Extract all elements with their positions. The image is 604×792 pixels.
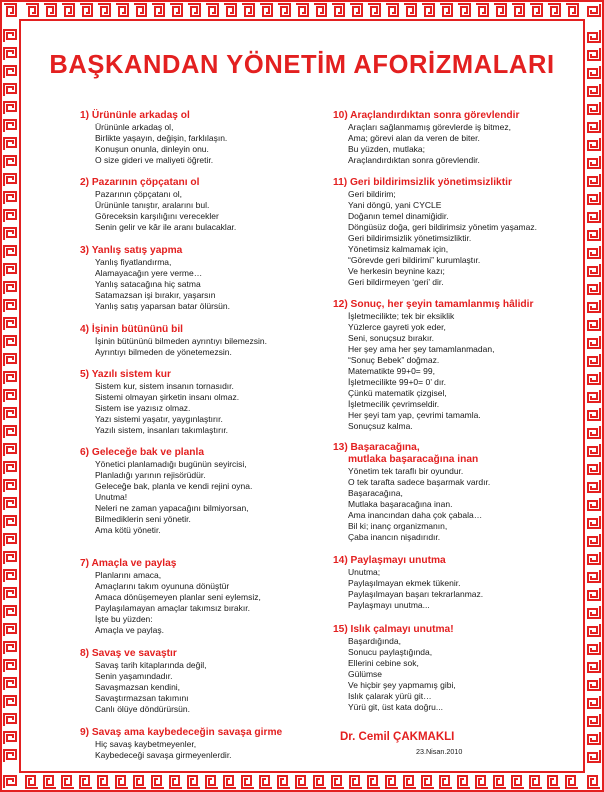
body-line: Savaşmazsan kendini, xyxy=(95,682,181,692)
section-title-line: 7) Amaçla ve paylaş xyxy=(80,558,177,569)
author-name: Dr. Cemil ÇAKMAKLI xyxy=(340,731,455,743)
body-line: Amaçla ve paylaş. xyxy=(95,625,164,635)
aphorism-section xyxy=(80,324,315,358)
body-line: Bil ki; inanç organizmanın, xyxy=(348,521,448,531)
aphorism-section xyxy=(80,558,315,636)
body-line: Birlikte yaşayın, değişin, farklılaşın. xyxy=(95,133,228,143)
body-line: “Sonuç Bebek” doğmaz. xyxy=(348,355,440,365)
date-text: 23.Nisan.2010 xyxy=(416,747,463,756)
body-line: Göreceksin karşılığını verecekler xyxy=(95,211,219,221)
section-title xyxy=(80,558,315,570)
body-line: Yönetimsiz kalmamak için, xyxy=(348,244,449,254)
body-line: Konuşun onunla, dinleyin onu. xyxy=(95,144,209,154)
body-line: Geleceğe bak, planla ve kendi rejini oyna. xyxy=(95,481,253,491)
body-line: Başardığında, xyxy=(348,636,401,646)
section-body xyxy=(95,122,315,166)
body-line: Yanlış satacağına hiç satma xyxy=(95,279,201,289)
body-line: Yüzlerce gayreti yok eder, xyxy=(348,322,446,332)
body-line: Bilmediklerin seni yönetir. xyxy=(95,514,191,524)
section-title-line: 15) Islık çalmayı unutma! xyxy=(333,624,454,635)
section-title xyxy=(80,245,315,257)
body-line: İşletmecilikte; tek bir eksiklik xyxy=(348,311,455,321)
body-line: Senin yaşamındadır. xyxy=(95,671,173,681)
body-line: Kaybedeceği savaşa girmeyenlerdir. xyxy=(95,750,232,760)
section-title xyxy=(80,177,315,189)
section-body xyxy=(95,257,315,312)
section-title xyxy=(80,648,315,660)
body-line: Satamazsan işi bırakır, yaşarsın xyxy=(95,290,216,300)
body-line: Sistem ise yazısız olmaz. xyxy=(95,403,191,413)
body-line: Yani döngü, yani CYCLE xyxy=(348,200,442,210)
section-title xyxy=(333,299,553,311)
body-line: Islık çalarak yürü git… xyxy=(348,691,432,701)
section-title xyxy=(333,624,553,636)
body-line: Doğanın temel dinamiğidir. xyxy=(348,211,449,221)
section-title-line: 3) Yanlış satış yapma xyxy=(80,245,183,256)
body-line: Canlı ölüye döndürürsün. xyxy=(95,704,190,714)
aphorism-section xyxy=(80,177,315,233)
aphorism-section xyxy=(80,245,315,312)
body-line: Çünkü matematik çizgisel, xyxy=(348,388,447,398)
body-line: Gülümse xyxy=(348,669,383,679)
body-line: Unutma; xyxy=(348,567,381,577)
aphorism-section xyxy=(80,727,315,761)
body-line: Başaracağına, xyxy=(348,488,403,498)
body-line: Yönetim tek taraflı bir oyundur. xyxy=(348,466,464,476)
body-line: Yazılı sistem, insanları takımlaştırır. xyxy=(95,425,229,435)
section-body xyxy=(95,189,315,233)
body-line: Sonuçsuz kalma. xyxy=(348,421,413,431)
body-line: Yazı sistemi yaşatır, yaygınlaştırır. xyxy=(95,414,223,424)
section-title-line: 13) Başaracağına, xyxy=(333,442,420,453)
poster-title: BAŞKANDAN YÖNETİM AFORİZMALARI xyxy=(49,51,555,79)
section-title-line: 5) Yazılı sistem kur xyxy=(80,369,171,380)
aphorism-section xyxy=(80,369,315,436)
section-body xyxy=(95,459,315,536)
body-line: İşletmecilikte 99+0= 0’ dır. xyxy=(348,377,446,387)
body-line: Pazarının çöpçatanı ol, xyxy=(95,189,182,199)
body-line: Seni, sonuçsuz bırakır. xyxy=(348,333,434,343)
section-title xyxy=(333,177,553,189)
body-line: “Görevde geri bildirimi” kurumlaştır. xyxy=(348,255,481,265)
body-line: Yürü git, üst kata doğru... xyxy=(348,702,443,712)
body-line: Alamayacağın yere verme… xyxy=(95,268,203,278)
body-line: Bu yüzden, mutlaka; xyxy=(348,144,426,154)
body-line: Ürününle tanıştır, aralarını bul. xyxy=(95,200,210,210)
body-line: Geri bildirim; xyxy=(348,189,396,199)
body-line: İşte bu yüzden: xyxy=(95,614,153,624)
body-line: Savaştırmazsan takımını xyxy=(95,693,189,703)
section-body xyxy=(95,660,315,715)
section-title-line: 8) Savaş ve savaştır xyxy=(80,648,177,659)
body-line: Unutma! xyxy=(95,492,128,502)
section-body xyxy=(348,189,553,288)
body-line: Döngüsüz doğa, geri bildirimsiz yönetim yaşamaz. xyxy=(348,222,537,232)
body-line: Ellerini cebine sok, xyxy=(348,658,419,668)
section-title-line: 6) Geleceğe bak ve planla xyxy=(80,447,205,458)
body-line: Sonucu paylaştığında, xyxy=(348,647,433,657)
body-line: Yanlış fiyatlandırma, xyxy=(95,257,172,267)
aphorism-section xyxy=(80,648,315,715)
body-line: Araçlandırdıktan sonra görevlendir. xyxy=(348,155,480,165)
section-body xyxy=(95,739,315,761)
section-title-line: 10) Araçlandırdıktan sonra görevlendir xyxy=(333,110,520,121)
body-line: Ve herkesin beynine kazı; xyxy=(348,266,445,276)
section-title xyxy=(80,324,315,336)
body-line: Amaca dönüşemeyen planlar seni eylemsiz, xyxy=(95,592,261,602)
body-line: Amaçlarını takım oyununa dönüştür xyxy=(95,581,230,591)
section-title-line: mutlaka başaracağına inan xyxy=(348,454,479,465)
body-line: Ve hiçbir şey yapmamış gibi, xyxy=(348,680,456,690)
section-title-line: 12) Sonuç, her şeyin tamamlanmış hâlidir xyxy=(333,299,534,310)
body-line: Ama inancından daha çok çabala… xyxy=(348,510,483,520)
section-body xyxy=(95,570,315,636)
body-line: Paylaşmayı unutma... xyxy=(348,600,430,610)
body-line: Senin gelir ve kâr ile aranı bulacaklar. xyxy=(95,222,237,232)
aphorism-section xyxy=(80,447,315,536)
body-line: Her şey ama her şey tamamlanmadan, xyxy=(348,344,495,354)
section-body xyxy=(348,311,553,432)
section-body xyxy=(348,636,553,713)
aphorism-section xyxy=(80,110,315,166)
body-line: Sistemi olmayan şirketin insanı olmaz. xyxy=(95,392,240,402)
body-line: Araçları sağlanmamış görevlerde iş bitmez, xyxy=(348,122,511,132)
body-line: Geri bildirmeyen ‘geri’ dir. xyxy=(348,277,444,287)
body-line: Ama kötü yönetir. xyxy=(95,525,161,535)
section-title-line: 11) Geri bildirimsizlik yönetimsizliktir xyxy=(333,177,512,188)
body-line: Mutlaka başaracağına inan. xyxy=(348,499,453,509)
section-body xyxy=(95,381,315,436)
body-line: Sistem kur, sistem insanın tornasıdır. xyxy=(95,381,234,391)
section-body xyxy=(95,336,315,358)
body-line: Planladığı yarının rejisörüdür. xyxy=(95,470,206,480)
section-body xyxy=(348,567,553,611)
body-line: O size gideri ve maliyeti öğretir. xyxy=(95,155,214,165)
body-line: Neleri ne zaman yapacağını bilmiyorsan, xyxy=(95,503,249,513)
body-line: Her şeyi tam yap, çevrimi tamamla. xyxy=(348,410,481,420)
section-body xyxy=(348,122,553,166)
section-title xyxy=(80,727,315,739)
body-line: Ama; görevi alan da veren de biter. xyxy=(348,133,480,143)
body-line: Yönetici planlamadığı bugünün seyircisi, xyxy=(95,459,247,469)
section-title-line: 4) İşinin bütününü bil xyxy=(80,324,183,335)
body-line: Geri bildirimsizlik yönetimsizliktir. xyxy=(348,233,472,243)
section-title xyxy=(80,447,315,459)
body-line: Ayrıntıyı bilmeden de yönetemezsin. xyxy=(95,347,232,357)
body-line: O tek tarafta sadece başarmak vardır. xyxy=(348,477,491,487)
body-line: Çaba inancın nişadırıdır. xyxy=(348,532,441,542)
section-title-line: 2) Pazarının çöpçatanı ol xyxy=(80,177,200,188)
aphorism-section xyxy=(333,624,553,713)
body-line: Paylaşılmayan başarı tekrarlanmaz. xyxy=(348,589,484,599)
aphorism-section xyxy=(333,299,553,432)
body-line: Matematikte 99+0= 99, xyxy=(348,366,435,376)
section-title xyxy=(333,442,553,466)
body-line: Planlarını amaca, xyxy=(95,570,162,580)
section-title-line: 1) Ürününle arkadaş ol xyxy=(80,110,190,121)
section-title-line: 14) Paylaşmayı unutma xyxy=(333,555,446,566)
section-title xyxy=(80,110,315,122)
body-line: İşletmecilik çevrimseldir. xyxy=(348,399,440,409)
aphorism-section xyxy=(333,555,553,611)
body-line: Yanlış satış yaparsan batar ölürsün. xyxy=(95,301,230,311)
body-line: Hiç savaş kaybetmeyenler, xyxy=(95,739,197,749)
aphorism-section xyxy=(333,177,553,288)
body-line: Ürününle arkadaş ol, xyxy=(95,122,174,132)
aphorism-section xyxy=(333,110,553,166)
body-line: Paylaşılamayan amaçlar takımsız bırakır. xyxy=(95,603,250,613)
section-title-line: 9) Savaş ama kaybedeceğin savaşa girme xyxy=(80,727,283,738)
aphorism-section xyxy=(333,442,553,543)
body-line: Paylaşılmayan ekmek tükenir. xyxy=(348,578,461,588)
section-title xyxy=(333,110,553,122)
section-body xyxy=(348,466,553,543)
section-title xyxy=(333,555,553,567)
section-title xyxy=(80,369,315,381)
body-line: İşinin bütününü bilmeden ayrıntıyı bilemezsin. xyxy=(95,336,267,346)
body-line: Savaş tarih kitaplarında değil, xyxy=(95,660,207,670)
